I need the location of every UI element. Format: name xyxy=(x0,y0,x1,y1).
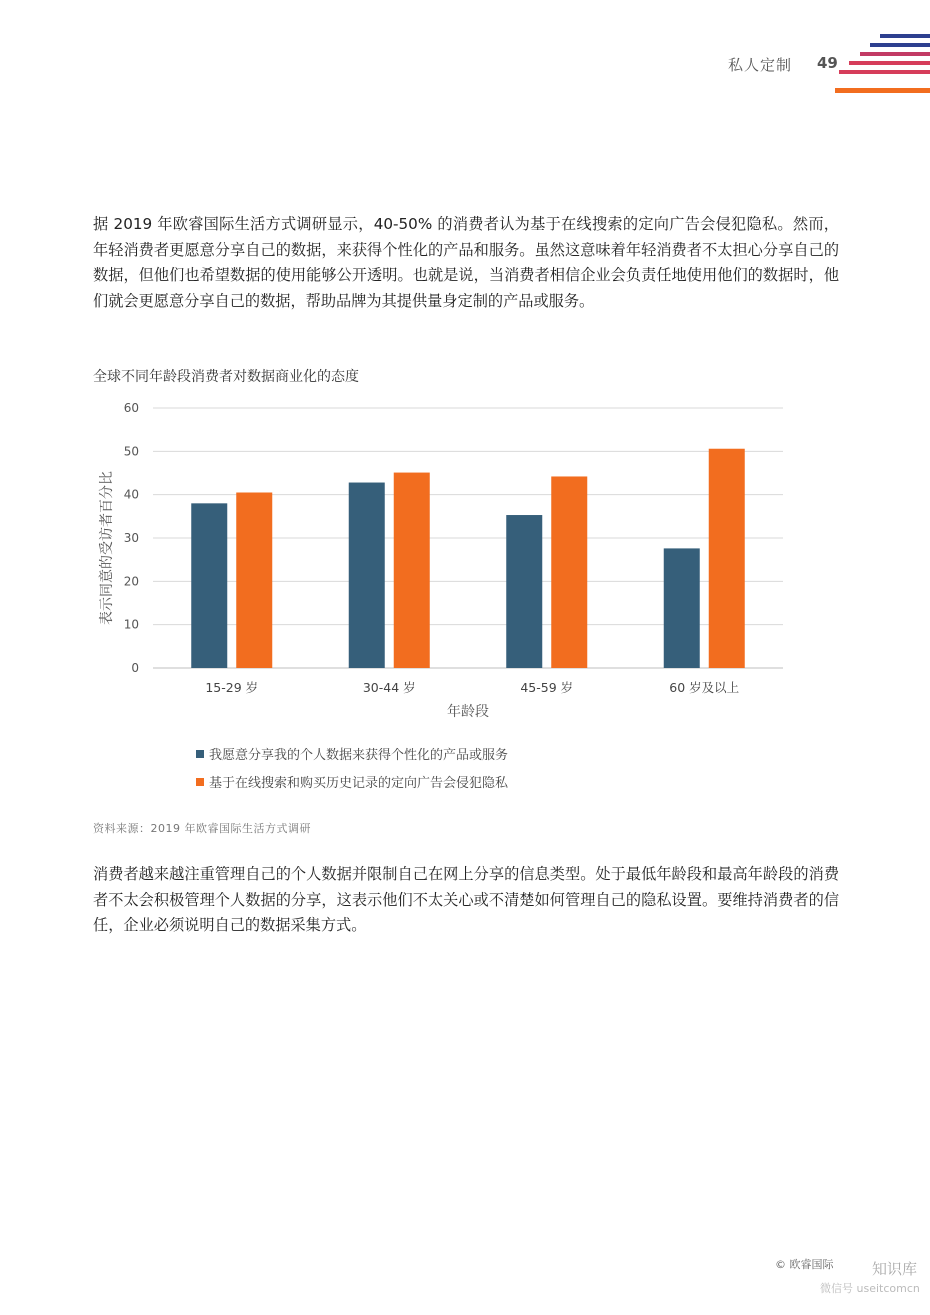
bar-share xyxy=(349,483,385,668)
legend-label-share: 我愿意分享我的个人数据来获得个性化的产品或服务 xyxy=(209,748,509,763)
legend-item-share xyxy=(196,744,508,763)
y-tick-label: 60 xyxy=(123,401,139,415)
y-axis-label: 表示同意的受访者百分比 xyxy=(99,471,115,625)
y-tick-label: 30 xyxy=(123,531,139,545)
bar-privacy xyxy=(709,449,745,668)
legend-swatch-privacy xyxy=(196,778,204,786)
x-tick-label: 15-29 岁 xyxy=(205,680,259,695)
stripe-1 xyxy=(880,34,930,38)
x-tick-label: 60 岁及以上 xyxy=(669,680,740,695)
section-title: 私人定制 xyxy=(728,56,793,74)
stripe-3 xyxy=(860,52,930,56)
stripe-2 xyxy=(870,43,930,47)
legend-label-privacy: 基于在线搜索和购买历史记录的定向广告会侵犯隐私 xyxy=(209,776,509,791)
footer-copyright: © 欧睿国际 xyxy=(775,1258,834,1271)
stripe-5 xyxy=(839,70,930,74)
y-tick-label: 10 xyxy=(123,617,139,632)
x-tick-label: 45-59 岁 xyxy=(520,680,574,695)
footer-watermark-sub: 微信号 useitcomcn xyxy=(820,1282,920,1295)
bar-privacy xyxy=(394,473,430,668)
bar-privacy xyxy=(236,493,272,669)
decorative-stripes xyxy=(835,34,930,96)
bar-share xyxy=(664,548,700,668)
bar-chart xyxy=(93,394,793,724)
chart-caption: 全球不同年龄段消费者对数据商业化的态度 xyxy=(93,369,359,385)
legend-swatch-share xyxy=(196,750,204,758)
footer-watermark: 知识库 xyxy=(872,1260,918,1278)
closing-paragraph: 消费者越来越注重管理自己的个人数据并限制自己在网上分享的信息类型。处于最低年龄段和最高年龄段的消费者不太会积极管理个人数据的分享，这表示他们不太关心或不清楚如何管理自己的隐私设置。要维持消费者的信任，企业必须说明自己的数据采集方式。 xyxy=(93,865,839,935)
x-tick-label: 30-44 岁 xyxy=(362,680,416,695)
x-axis-label: 年龄段 xyxy=(447,704,489,720)
bar-share xyxy=(506,515,542,668)
stripe-6 xyxy=(835,88,930,93)
bar-privacy xyxy=(551,476,587,668)
stripe-4 xyxy=(849,61,930,65)
source-note: 资料来源：2019 年欧睿国际生活方式调研 xyxy=(93,822,311,835)
y-tick-label: 50 xyxy=(123,444,139,459)
y-tick-label: 0 xyxy=(131,661,139,675)
intro-paragraph: 据 2019 年欧睿国际生活方式调研显示，40-50% 的消费者认为基于在线搜索的定向广告会侵犯隐私。然而，年轻消费者更愿意分享自己的数据，来获得个性化的产品和服务。虽然这意味着年轻消费者不太担心分享自己的数据，但他们也希望数据的使用能够公开透明。也就是说，当消费者相信企业会负责任地使用他们的数据时，他们就会更愿意分享自己的数据，帮助品牌为其提供量身定制的产品或服务。 xyxy=(93,215,839,310)
y-tick-label: 20 xyxy=(123,574,139,589)
bar-share xyxy=(191,503,227,668)
page-number: 49 xyxy=(817,54,838,72)
y-tick-label: 40 xyxy=(123,487,139,502)
legend-item-privacy xyxy=(196,772,508,791)
